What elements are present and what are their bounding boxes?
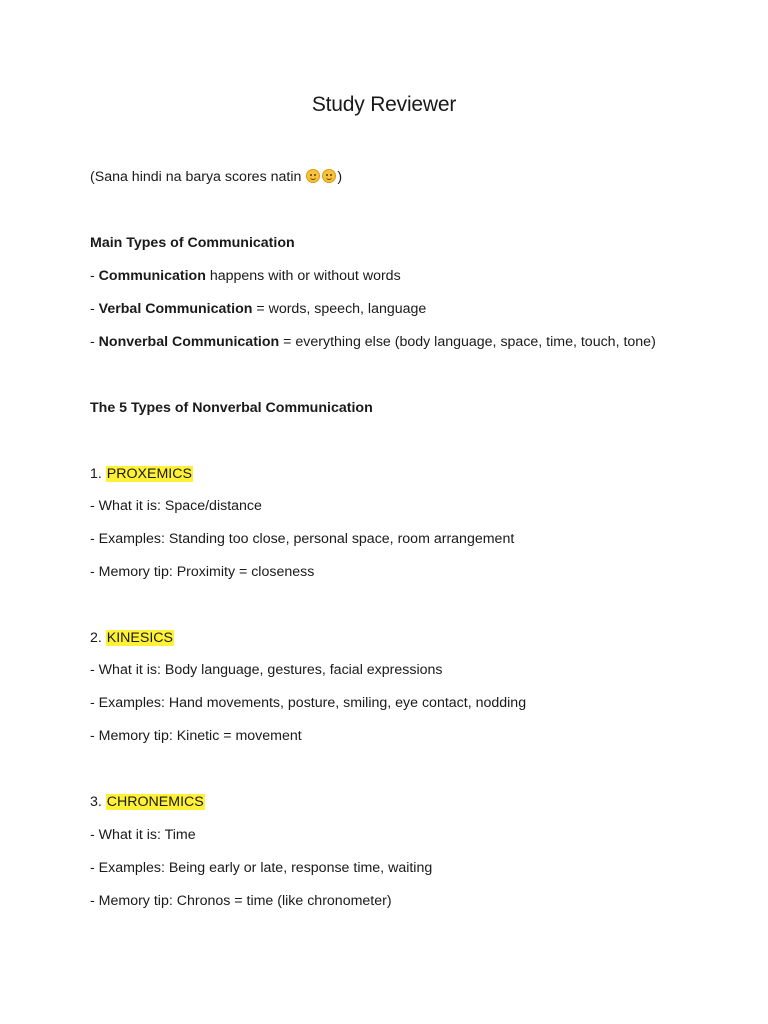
term: Nonverbal Communication bbox=[98, 334, 280, 350]
type-examples: - Examples: Hand movements, posture, smiling, eye contact, nodding bbox=[90, 695, 527, 711]
highlighted-term: PROXEMICS bbox=[106, 466, 192, 482]
list-item: - Verbal Communication = words, speech, language bbox=[90, 301, 427, 317]
type-examples: - Examples: Being early or late, response time, waiting bbox=[90, 860, 433, 876]
term: Verbal Communication bbox=[98, 301, 253, 317]
intro-line bbox=[90, 167, 342, 187]
type-definition: - What it is: Time bbox=[90, 827, 196, 843]
smiling-face-icon bbox=[306, 169, 320, 183]
section-heading-main-types: Main Types of Communication bbox=[90, 235, 295, 251]
type-heading: 1. PROXEMICS bbox=[90, 466, 192, 482]
highlighted-term: KINESICS bbox=[106, 630, 174, 646]
type-definition: - What it is: Space/distance bbox=[90, 498, 262, 514]
type-memory-tip: - Memory tip: Proximity = closeness bbox=[90, 564, 315, 580]
type-heading: 3. CHRONEMICS bbox=[90, 794, 204, 810]
smiling-face-icon bbox=[322, 169, 336, 183]
section-heading-nonverbal-types: The 5 Types of Nonverbal Communication bbox=[90, 400, 373, 416]
type-definition: - What it is: Body language, gestures, facial expressions bbox=[90, 662, 443, 678]
type-memory-tip: - Memory tip: Kinetic = movement bbox=[90, 728, 302, 744]
list-item: - Communication happens with or without words bbox=[90, 268, 401, 284]
type-examples: - Examples: Standing too close, personal space, room arrangement bbox=[90, 531, 515, 547]
type-memory-tip: - Memory tip: Chronos = time (like chronometer) bbox=[90, 893, 392, 909]
type-heading: 2. KINESICS bbox=[90, 630, 174, 646]
highlighted-term: CHRONEMICS bbox=[106, 794, 204, 810]
intro-text: (Sana hindi na barya scores natin bbox=[90, 169, 306, 185]
term: Communication bbox=[98, 268, 206, 284]
intro-close-paren: ) bbox=[337, 169, 343, 185]
list-item: - Nonverbal Communication = everything else (body language, space, time, touch, tone) bbox=[90, 334, 656, 350]
page-title: Study Reviewer bbox=[311, 93, 457, 116]
